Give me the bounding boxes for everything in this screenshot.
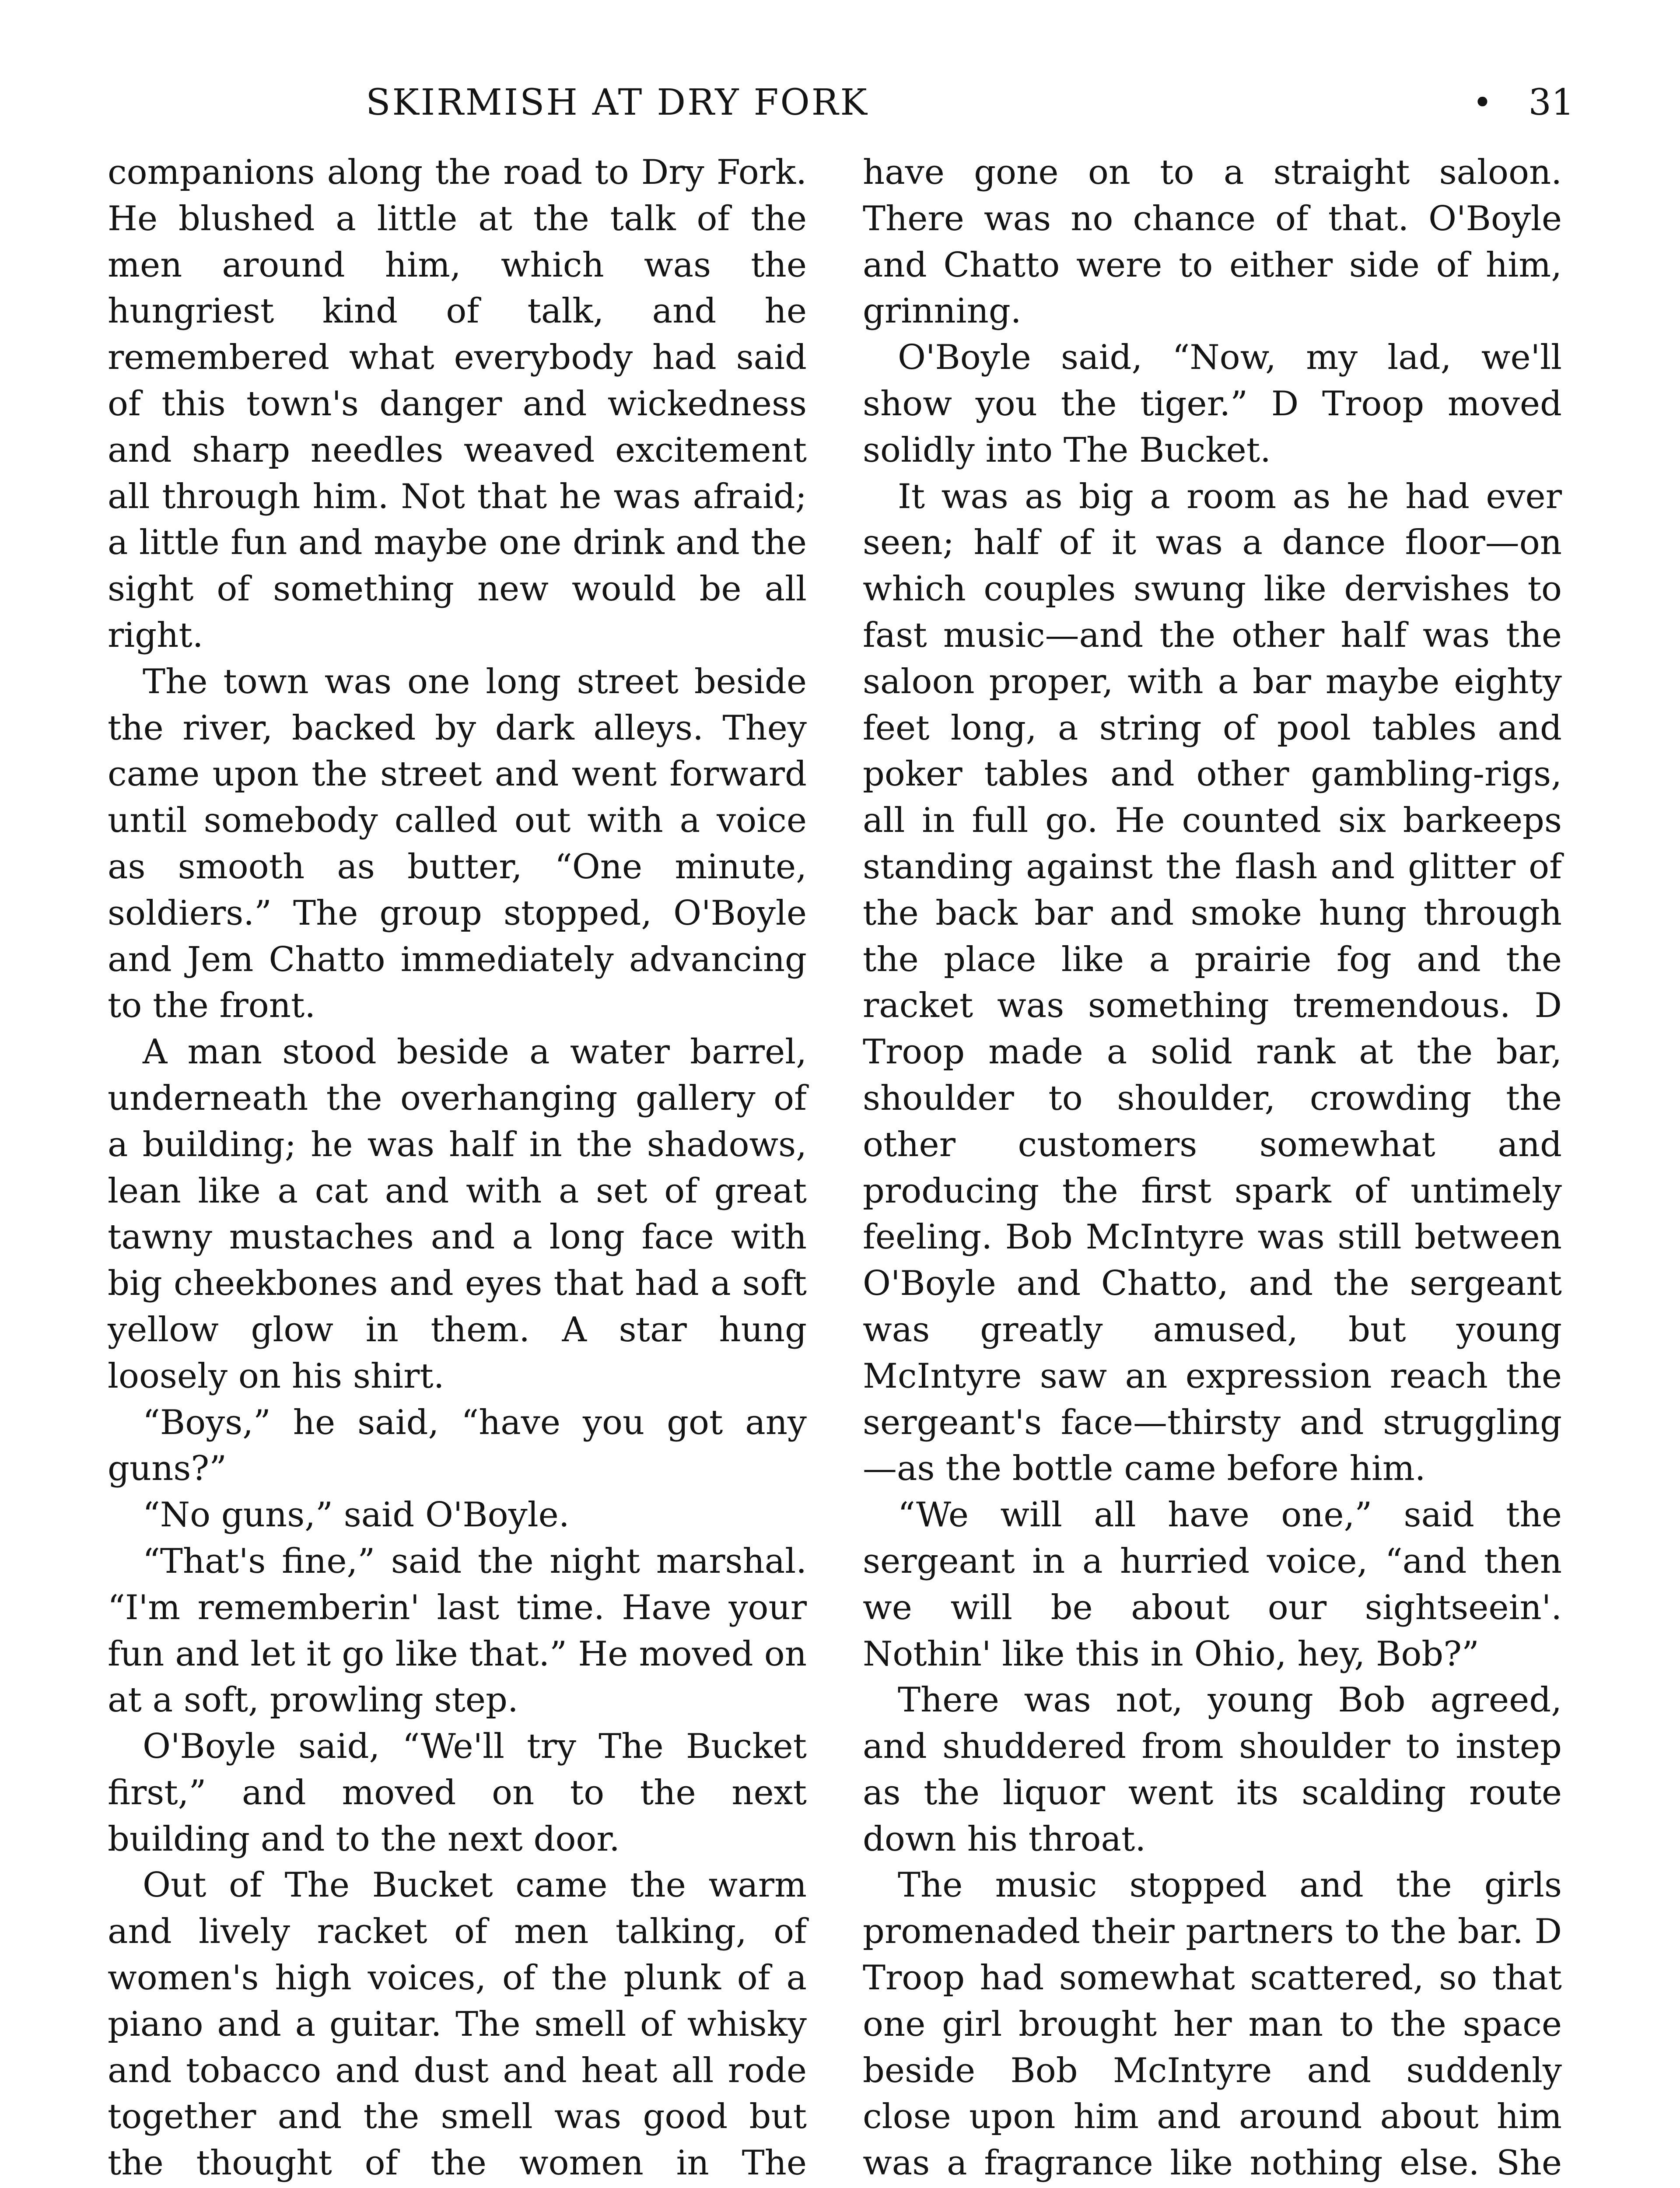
paragraph: companions along the road to Dry Fork. He blushed a little at the talk of the men around him, which was the hungriest kind of talk, and he remembered what everybody had said of this town's danger and wickedness and sharp needles weaved excitement all through him. Not that he was afraid; a little fun and maybe one drink and the sight of something new would be all right. bbox=[108, 153, 807, 655]
left-column bbox=[108, 150, 807, 2188]
paragraph: It was as big a room as he had ever seen; half of it was a dance floor—on which couples swung like dervishes to fast music—and the other half was the saloon proper, with a bar maybe eighty feet long, a string of pool tables and poker tables and other gambling-rigs, all in full go. He counted six barkeeps standing against the flash and glitter of the back bar and smoke hung through the place like a prairie fog and the racket was something tremendous. D Troop made a solid rank at the bar, shoulder to shoulder, crowding the other customers somewhat and producing the first spark of untimely feeling. Bob McIntyre was still between O'Boyle and Chatto, and the sergeant was greatly amused, but young McIntyre saw an expression reach the sergeant's face—thirsty and struggling —as the bottle came before him. bbox=[863, 477, 1562, 1489]
paragraph: Out of The Bucket came the warm and lively racket of men talking, of women's high voices, of the plunk of a piano and a guitar. The smell of whisky and tobacco and dust and heat all rode together and the smell was good but the thought of the women in The bbox=[108, 1865, 807, 2183]
paragraph: “No guns,” said O'Boyle. bbox=[143, 1495, 570, 1535]
paragraph: There was not, young Bob agreed, and shuddered from shoulder to instep as the liquor went its scalding route down his throat. bbox=[863, 1680, 1562, 1859]
paragraph: The music stopped and the girls promenaded their partners to the bar. D Troop had somewhat scattered, so that one girl brought her man to the space beside Bob McIntyre and suddenly close upon him and around about him was a fragrance like nothing else. She bbox=[863, 1865, 1562, 2183]
paragraph: have gone on to a straight saloon. There was no chance of that. O'Boyle and Chatto were to either side of him, grinning. bbox=[863, 153, 1562, 331]
paragraph: “We will all have one,” said the sergeant in a hurried voice, “and then we will be about our sightseein'. Nothin' like this in Ohio, hey, Bob?” bbox=[863, 1495, 1562, 1674]
paragraph: “That's fine,” said the night marshal. “I'm rememberin' last time. Have your fun and let it go like that.” He moved on at a soft, prowling step. bbox=[108, 1541, 807, 1720]
paragraph: A man stood beside a water barrel, underneath the overhanging gallery of a building; he was half in the shadows, lean like a cat and with a set of great tawny mustaches and a long face with big cheekbones and eyes that had a soft yellow glow in them. A star hung loosely on his shirt. bbox=[108, 1032, 807, 1396]
paragraph: “Boys,” he said, “have you got any guns?” bbox=[108, 1403, 807, 1489]
paragraph: The town was one long street beside the river, backed by dark alleys. They came upon the street and went forward until somebody called out with a voice as smooth as butter, “One minute, soldiers.” The group stopped, O'Boyle and Jem Chatto immediately advancing to the front. bbox=[108, 662, 807, 1026]
page-number: 31 bbox=[1528, 82, 1574, 123]
running-head bbox=[108, 79, 1574, 127]
right-column bbox=[863, 150, 1562, 2188]
running-title: SKIRMISH AT DRY FORK bbox=[366, 82, 869, 123]
bullet-mark: • bbox=[1473, 83, 1492, 122]
paragraph: O'Boyle said, “We'll try The Bucket first,” and moved on to the next building and to the next door. bbox=[108, 1727, 807, 1859]
paragraph: O'Boyle said, “Now, my lad, we'll show you the tiger.” D Troop moved solidly into The Bucket. bbox=[863, 338, 1562, 470]
